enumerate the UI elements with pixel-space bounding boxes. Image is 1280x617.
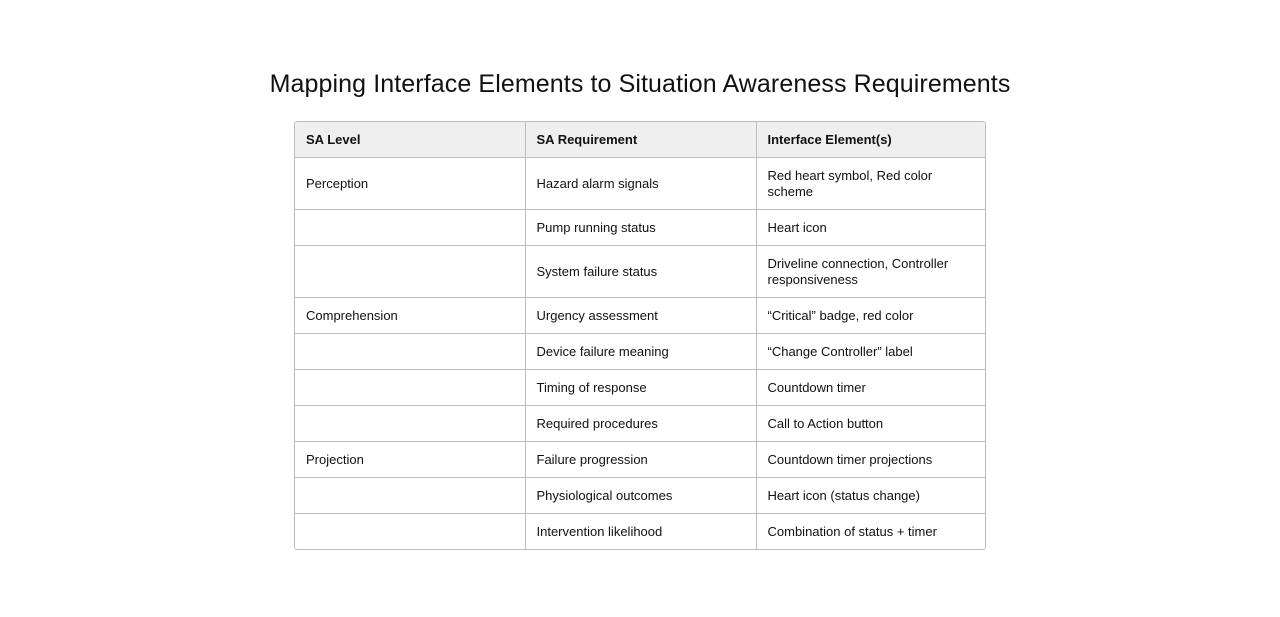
cell-sa-requirement: System failure status xyxy=(525,246,756,298)
table-row xyxy=(295,370,985,406)
table-row xyxy=(295,514,985,550)
cell-interface-element: Countdown timer projections xyxy=(756,442,985,478)
table-row xyxy=(295,442,985,478)
cell-sa-requirement: Pump running status xyxy=(525,210,756,246)
cell-interface-element: Red heart symbol, Red color scheme xyxy=(756,158,985,210)
cell-interface-element: Countdown timer xyxy=(756,370,985,406)
table-row xyxy=(295,246,985,298)
cell-sa-requirement: Required procedures xyxy=(525,406,756,442)
header-sa-level: SA Level xyxy=(295,122,525,158)
cell-sa-requirement: Device failure meaning xyxy=(525,334,756,370)
table-row xyxy=(295,158,985,210)
cell-sa-level: Perception xyxy=(295,158,525,210)
cell-sa-level xyxy=(295,370,525,406)
cell-interface-element: Call to Action button xyxy=(756,406,985,442)
table-header-row xyxy=(295,122,985,158)
cell-interface-element: Combination of status + timer xyxy=(767,523,937,539)
sa-mapping-table xyxy=(294,121,986,550)
page-title: Mapping Interface Elements to Situation Awareness Requirements xyxy=(269,70,1011,98)
table-row xyxy=(295,334,985,370)
cell-interface-element: “Critical” badge, red color xyxy=(756,298,985,334)
cell-interface-element: “Change Controller” label xyxy=(756,334,985,370)
cell-sa-requirement: Timing of response xyxy=(525,370,756,406)
cell-interface-element: Driveline connection, Controller responsiveness xyxy=(756,246,985,298)
header-sa-requirement: SA Requirement xyxy=(525,122,756,158)
table-row xyxy=(295,406,985,442)
cell-sa-requirement: Failure progression xyxy=(525,442,756,478)
cell-sa-level xyxy=(295,406,525,442)
cell-sa-level xyxy=(295,334,525,370)
table-row xyxy=(295,298,985,334)
cell-interface-element: Heart icon (status change) xyxy=(756,478,985,514)
cell-sa-level xyxy=(295,210,525,246)
table-row xyxy=(295,210,985,246)
cell-sa-level: Comprehension xyxy=(295,298,525,334)
cell-interface-element: Heart icon xyxy=(756,210,985,246)
cell-sa-requirement: Urgency assessment xyxy=(525,298,756,334)
cell-sa-level xyxy=(295,246,525,298)
cell-sa-requirement: Intervention likelihood xyxy=(525,514,756,550)
cell-sa-level xyxy=(295,478,525,514)
header-interface-elements: Interface Element(s) xyxy=(756,122,985,158)
cell-sa-requirement: Hazard alarm signals xyxy=(525,158,756,210)
cell-sa-level xyxy=(295,514,525,550)
cell-sa-requirement: Physiological outcomes xyxy=(525,478,756,514)
cell-sa-level: Projection xyxy=(295,442,525,478)
table-row xyxy=(295,478,985,514)
